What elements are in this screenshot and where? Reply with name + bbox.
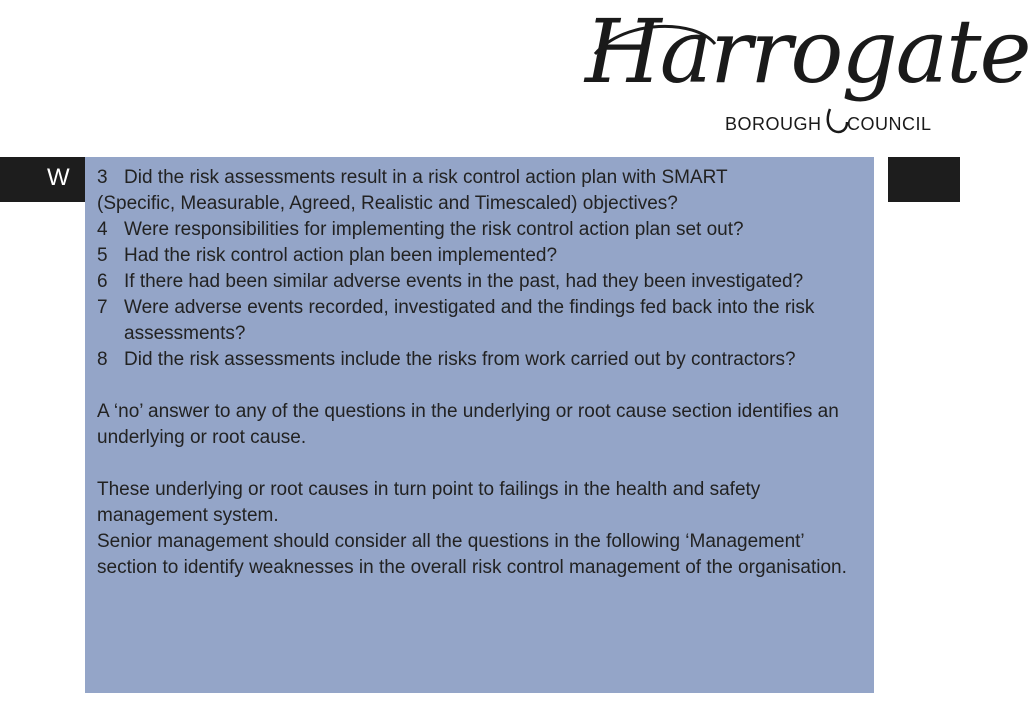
question-text: Were adverse events recorded, investigated and the findings fed back into the risk assessments?: [124, 297, 815, 344]
list-item: [97, 295, 864, 347]
list-item: [97, 347, 864, 373]
list-item: [97, 269, 864, 295]
question-number: 8: [97, 349, 108, 370]
no-answer-paragraph: A ‘no’ answer to any of the questions in the underlying or root cause section identifies an underlying or root cause.: [97, 401, 839, 448]
question-text: If there had been similar adverse events in the past, had they been investigated?: [124, 271, 804, 292]
logo-borough-text: BOROUGH: [725, 114, 822, 134]
failings-paragraph: These underlying or root causes in turn point to failings in the health and safety management system.: [97, 479, 761, 526]
slide-title-partial: W: [47, 164, 70, 191]
question-text: Were responsibilities for implementing the risk control action plan set out?: [124, 219, 744, 240]
question-continuation: (Specific, Measurable, Agreed, Realistic and Timescaled) objectives?: [97, 193, 678, 214]
title-band-right: [888, 157, 960, 202]
logo-council-text: COUNCIL: [847, 114, 932, 134]
question-text: Did the risk assessments result in a risk control action plan with SMART: [124, 167, 728, 188]
content-panel: [85, 157, 874, 693]
list-item: [97, 217, 864, 243]
question-text: Had the risk control action plan been implemented?: [124, 245, 558, 266]
title-band-left: [0, 157, 86, 202]
logo-script-text: Harrogate: [585, 0, 1030, 103]
question-number: 7: [97, 297, 108, 318]
question-number: 6: [97, 271, 108, 292]
list-item: [97, 165, 864, 217]
harrogate-logo: [585, 0, 1030, 139]
question-list: [97, 165, 864, 373]
question-text: Did the risk assessments include the risks from work carried out by contractors?: [124, 349, 796, 370]
question-number: 4: [97, 219, 108, 240]
list-item: [97, 243, 864, 269]
senior-management-paragraph: Senior management should consider all the questions in the following ‘Management’ section to identify weaknesses in the overall risk control management of the organisation.: [97, 531, 847, 578]
question-number: 5: [97, 245, 108, 266]
question-number: 3: [97, 167, 108, 188]
